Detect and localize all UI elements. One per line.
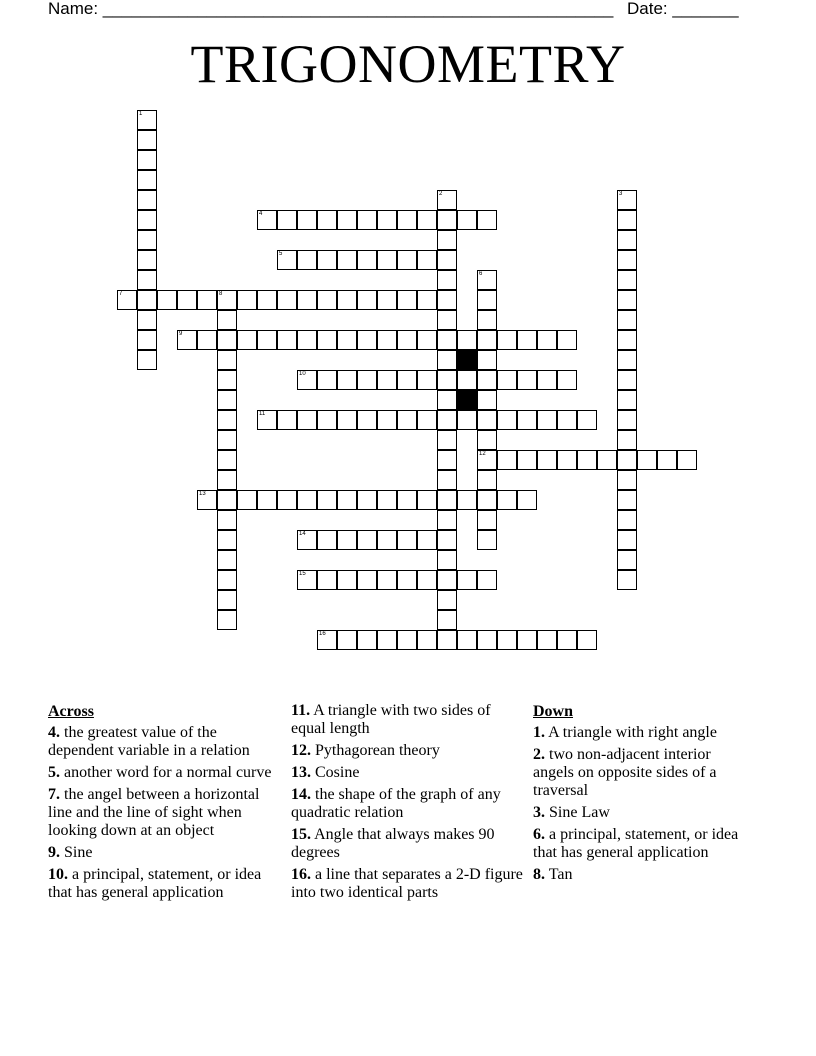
grid-cell[interactable] (437, 370, 457, 390)
grid-cell[interactable] (357, 370, 377, 390)
grid-cell[interactable] (277, 250, 297, 270)
grid-cell[interactable] (377, 410, 397, 430)
clue-text: A triangle with two sides of equal length (291, 702, 491, 737)
clue-number: 15. (291, 826, 311, 843)
grid-cell[interactable] (297, 530, 317, 550)
clue-number: 1. (533, 724, 545, 741)
grid-cell[interactable] (317, 370, 337, 390)
grid-cell[interactable] (137, 130, 157, 150)
clue-across-16 (291, 866, 527, 902)
grid-cell[interactable] (337, 330, 357, 350)
grid-cell[interactable] (617, 350, 637, 370)
grid-cell[interactable] (477, 530, 497, 550)
clue-number: 11. (291, 702, 311, 719)
grid-cell[interactable] (537, 630, 557, 650)
grid-cell[interactable] (477, 310, 497, 330)
grid-cell[interactable] (557, 630, 577, 650)
grid-cell[interactable] (137, 310, 157, 330)
grid-cell[interactable] (437, 350, 457, 370)
grid-cell[interactable] (317, 490, 337, 510)
clue-across-13 (291, 764, 527, 782)
grid-cell[interactable] (377, 210, 397, 230)
grid-cell[interactable] (217, 530, 237, 550)
grid-cell[interactable] (537, 410, 557, 430)
grid-cell[interactable] (617, 190, 637, 210)
clue-number: 16. (291, 866, 311, 883)
clue-down-3 (533, 804, 753, 822)
grid-cell[interactable] (477, 630, 497, 650)
grid-cell[interactable] (297, 210, 317, 230)
grid-cell[interactable] (197, 290, 217, 310)
clue-number-label: 8 (219, 291, 223, 297)
grid-cell[interactable] (277, 410, 297, 430)
grid-cell[interactable] (277, 290, 297, 310)
clue-number-label: 12 (479, 451, 486, 457)
grid-cell[interactable] (557, 370, 577, 390)
grid-cell[interactable] (437, 450, 457, 470)
grid-cell[interactable] (477, 570, 497, 590)
grid-cell[interactable] (317, 290, 337, 310)
grid-cell[interactable] (437, 210, 457, 230)
grid-cell[interactable] (337, 250, 357, 270)
grid-cell[interactable] (137, 230, 157, 250)
grid-cell[interactable] (437, 390, 457, 410)
grid-cell[interactable] (437, 190, 457, 210)
clue-across-14 (291, 786, 527, 822)
grid-cell[interactable] (457, 330, 477, 350)
grid-cell[interactable] (217, 510, 237, 530)
clue-text: A triangle with right angle (548, 724, 717, 741)
clue-across-5 (48, 764, 284, 782)
grid-cell[interactable] (517, 330, 537, 350)
grid-cell[interactable] (337, 570, 357, 590)
grid-cell[interactable] (437, 630, 457, 650)
grid-cell[interactable] (337, 210, 357, 230)
grid-cell[interactable] (217, 470, 237, 490)
grid-cell[interactable] (617, 530, 637, 550)
grid-cell[interactable] (437, 490, 457, 510)
grid-cell[interactable] (337, 290, 357, 310)
grid-cell[interactable] (677, 450, 697, 470)
grid-cell[interactable] (217, 450, 237, 470)
grid-cell[interactable] (137, 290, 157, 310)
clue-number-label: 10 (299, 371, 306, 377)
grid-cell[interactable] (417, 210, 437, 230)
grid-cell[interactable] (137, 270, 157, 290)
grid-cell[interactable] (617, 370, 637, 390)
grid-cell[interactable] (277, 210, 297, 230)
grid-cell[interactable] (317, 630, 337, 650)
grid-cell[interactable] (457, 410, 477, 430)
grid-cell[interactable] (137, 190, 157, 210)
grid-cell[interactable] (497, 450, 517, 470)
grid-cell[interactable] (637, 450, 657, 470)
grid-cell[interactable] (317, 570, 337, 590)
grid-cell[interactable] (617, 390, 637, 410)
grid-cell[interactable] (357, 410, 377, 430)
grid-cell[interactable] (397, 630, 417, 650)
grid-cell[interactable] (137, 350, 157, 370)
grid-cell[interactable] (357, 210, 377, 230)
grid-cell[interactable] (617, 270, 637, 290)
clue-across-4 (48, 724, 284, 760)
grid-cell[interactable] (497, 330, 517, 350)
grid-cell[interactable] (237, 490, 257, 510)
clue-text: a principal, statement, or idea that has general application (533, 826, 739, 861)
grid-cell[interactable] (437, 550, 457, 570)
clue-down-6 (533, 826, 753, 862)
clue-number-label: 9 (179, 331, 183, 337)
grid-cell[interactable] (557, 410, 577, 430)
grid-cell[interactable] (437, 230, 457, 250)
grid-cell[interactable] (377, 530, 397, 550)
grid-cell[interactable] (297, 370, 317, 390)
grid-cell[interactable] (257, 210, 277, 230)
grid-cell[interactable] (557, 330, 577, 350)
clue-number-label: 5 (279, 251, 283, 257)
grid-cell[interactable] (297, 490, 317, 510)
page-title: TRIGONOMETRY (190, 34, 626, 94)
grid-cell[interactable] (137, 210, 157, 230)
clue-number-label: 1 (139, 111, 143, 117)
grid-cell[interactable] (297, 250, 317, 270)
grid-cell[interactable] (437, 530, 457, 550)
grid-cell[interactable] (357, 530, 377, 550)
clue-number: 4. (48, 724, 60, 741)
grid-cell[interactable] (617, 410, 637, 430)
grid-cell[interactable] (137, 170, 157, 190)
grid-cell[interactable] (377, 250, 397, 270)
grid-cell[interactable] (337, 410, 357, 430)
grid-cell[interactable] (477, 510, 497, 530)
grid-cell[interactable] (177, 330, 197, 350)
grid-cell[interactable] (437, 250, 457, 270)
grid-cell[interactable] (337, 530, 357, 550)
grid-cell[interactable] (437, 330, 457, 350)
grid-cell[interactable] (437, 610, 457, 630)
grid-cell[interactable] (417, 530, 437, 550)
grid-cell[interactable] (557, 450, 577, 470)
grid-cell[interactable] (157, 290, 177, 310)
grid-cell[interactable] (617, 230, 637, 250)
clue-number-label: 16 (319, 631, 326, 637)
grid-cell[interactable] (397, 530, 417, 550)
grid-cell[interactable] (617, 570, 637, 590)
grid-cell[interactable] (517, 410, 537, 430)
clue-across-12 (291, 742, 527, 760)
clue-number-label: 3 (619, 191, 623, 197)
grid-cell[interactable] (137, 150, 157, 170)
grid-cell[interactable] (297, 330, 317, 350)
grid-cell[interactable] (417, 290, 437, 310)
grid-cell[interactable] (217, 430, 237, 450)
grid-cell[interactable] (337, 490, 357, 510)
grid-cell[interactable] (617, 430, 637, 450)
grid-cell[interactable] (457, 570, 477, 590)
clue-text: Angle that always makes 90 degrees (291, 826, 495, 861)
grid-cell[interactable] (477, 490, 497, 510)
grid-cell[interactable] (357, 490, 377, 510)
grid-cell[interactable] (377, 570, 397, 590)
grid-cell[interactable] (437, 270, 457, 290)
clue-number: 10. (48, 866, 68, 883)
grid-cell[interactable] (437, 510, 457, 530)
clue-number: 9. (48, 844, 60, 861)
grid-cell[interactable] (417, 490, 437, 510)
clue-text: two non-adjacent interior angels on opposite sides of a traversal (533, 746, 717, 799)
blocked-cell (457, 350, 477, 370)
clue-across-7 (48, 786, 284, 840)
grid-cell[interactable] (457, 490, 477, 510)
grid-cell[interactable] (457, 630, 477, 650)
clue-number: 2. (533, 746, 545, 763)
clue-column-1 (48, 702, 284, 906)
clue-text: Sine (64, 844, 93, 861)
grid-cell[interactable] (617, 310, 637, 330)
grid-cell[interactable] (617, 210, 637, 230)
grid-cell[interactable] (217, 290, 237, 310)
grid-cell[interactable] (617, 250, 637, 270)
clue-across-11 (291, 702, 527, 738)
grid-cell[interactable] (437, 410, 457, 430)
across-heading: Across (48, 703, 94, 720)
clue-across-9 (48, 844, 284, 862)
grid-cell[interactable] (257, 490, 277, 510)
grid-cell[interactable] (497, 630, 517, 650)
clue-text: Cosine (315, 764, 360, 781)
grid-cell[interactable] (577, 630, 597, 650)
grid-cell[interactable] (397, 290, 417, 310)
clue-number-label: 2 (439, 191, 443, 197)
grid-cell[interactable] (617, 510, 637, 530)
grid-cell[interactable] (297, 570, 317, 590)
grid-cell[interactable] (617, 450, 637, 470)
grid-cell[interactable] (217, 310, 237, 330)
grid-cell[interactable] (457, 370, 477, 390)
clue-text: the shape of the graph of any quadratic relation (291, 786, 501, 821)
grid-cell[interactable] (437, 310, 457, 330)
grid-cell[interactable] (597, 450, 617, 470)
clue-number-label: 11 (259, 411, 266, 417)
grid-cell[interactable] (537, 450, 557, 470)
grid-cell[interactable] (477, 330, 497, 350)
clue-number: 13. (291, 764, 311, 781)
grid-cell[interactable] (117, 290, 137, 310)
clue-down-8 (533, 866, 753, 884)
grid-cell[interactable] (317, 410, 337, 430)
name-line: Name: ______________________________________________________ (48, 0, 614, 18)
grid-cell[interactable] (317, 210, 337, 230)
grid-cell[interactable] (517, 450, 537, 470)
clue-number: 7. (48, 786, 60, 803)
grid-cell[interactable] (517, 630, 537, 650)
grid-cell[interactable] (217, 330, 237, 350)
grid-cell[interactable] (377, 630, 397, 650)
clue-text: another word for a normal curve (64, 764, 272, 781)
grid-cell[interactable] (397, 210, 417, 230)
grid-cell[interactable] (257, 330, 277, 350)
grid-cell[interactable] (137, 110, 157, 130)
clue-text: a principal, statement, or idea that has general application (48, 866, 262, 901)
grid-cell[interactable] (237, 330, 257, 350)
grid-cell[interactable] (237, 290, 257, 310)
clue-down-2 (533, 746, 753, 800)
grid-cell[interactable] (617, 490, 637, 510)
grid-cell[interactable] (397, 570, 417, 590)
grid-cell[interactable] (517, 370, 537, 390)
clue-text: Pythagorean theory (315, 742, 440, 759)
clue-number: 3. (533, 804, 545, 821)
grid-cell[interactable] (217, 370, 237, 390)
grid-cell[interactable] (437, 590, 457, 610)
grid-cell[interactable] (377, 330, 397, 350)
grid-cell[interactable] (137, 250, 157, 270)
clue-across-10 (48, 866, 284, 902)
grid-cell[interactable] (397, 370, 417, 390)
grid-cell[interactable] (437, 470, 457, 490)
grid-cell[interactable] (257, 290, 277, 310)
grid-cell[interactable] (617, 290, 637, 310)
clue-text: the angel between a horizontal line and the line of sight when looking down at an object (48, 786, 260, 839)
grid-cell[interactable] (437, 430, 457, 450)
grid-cell[interactable] (417, 330, 437, 350)
clue-text: Tan (548, 866, 573, 883)
grid-cell[interactable] (357, 630, 377, 650)
clue-number-label: 13 (199, 491, 206, 497)
clue-number-label: 4 (259, 211, 263, 217)
grid-cell[interactable] (217, 590, 237, 610)
grid-cell[interactable] (217, 570, 237, 590)
grid-cell[interactable] (577, 450, 597, 470)
grid-cell[interactable] (477, 410, 497, 430)
grid-cell[interactable] (617, 330, 637, 350)
grid-cell[interactable] (397, 490, 417, 510)
grid-cell[interactable] (497, 490, 517, 510)
clue-across-15 (291, 826, 527, 862)
grid-cell[interactable] (477, 470, 497, 490)
grid-cell[interactable] (537, 370, 557, 390)
grid-cell[interactable] (417, 410, 437, 430)
grid-cell[interactable] (477, 270, 497, 290)
grid-cell[interactable] (497, 410, 517, 430)
clue-text: Sine Law (549, 804, 610, 821)
clue-number: 8. (533, 866, 545, 883)
grid-cell[interactable] (317, 530, 337, 550)
grid-cell[interactable] (217, 410, 237, 430)
grid-cell[interactable] (197, 330, 217, 350)
grid-cell[interactable] (357, 290, 377, 310)
grid-cell[interactable] (217, 390, 237, 410)
clue-number-label: 15 (299, 571, 306, 577)
grid-cell[interactable] (657, 450, 677, 470)
grid-cell[interactable] (357, 570, 377, 590)
grid-cell[interactable] (397, 250, 417, 270)
grid-cell[interactable] (377, 290, 397, 310)
clue-column-2 (291, 702, 527, 906)
grid-cell[interactable] (397, 410, 417, 430)
clue-number: 14. (291, 786, 311, 803)
grid-cell[interactable] (177, 290, 197, 310)
grid-cell[interactable] (617, 550, 637, 570)
grid-cell[interactable] (337, 630, 357, 650)
grid-cell[interactable] (277, 490, 297, 510)
grid-cell[interactable] (257, 410, 277, 430)
grid-cell[interactable] (457, 210, 477, 230)
down-heading: Down (533, 703, 574, 720)
grid-cell[interactable] (217, 350, 237, 370)
clue-column-3 (533, 702, 753, 888)
grid-cell[interactable] (397, 330, 417, 350)
grid-cell[interactable] (477, 210, 497, 230)
grid-cell[interactable] (297, 290, 317, 310)
grid-cell[interactable] (217, 550, 237, 570)
grid-cell[interactable] (217, 490, 237, 510)
grid-cell[interactable] (277, 330, 297, 350)
grid-cell[interactable] (517, 490, 537, 510)
clue-text: the greatest value of the dependent variable in a relation (48, 724, 250, 759)
clue-down-1 (533, 724, 753, 742)
blocked-cell (457, 390, 477, 410)
clue-text: a line that separates a 2-D figure into two identical parts (291, 866, 523, 901)
clue-number: 5. (48, 764, 60, 781)
clue-number-label: 14 (299, 531, 306, 537)
grid-cell[interactable] (357, 250, 377, 270)
grid-cell[interactable] (197, 490, 217, 510)
grid-cell[interactable] (577, 410, 597, 430)
grid-cell[interactable] (477, 450, 497, 470)
grid-cell[interactable] (437, 570, 457, 590)
grid-cell[interactable] (317, 330, 337, 350)
grid-cell[interactable] (377, 490, 397, 510)
grid-cell[interactable] (497, 370, 517, 390)
clue-number-label: 6 (479, 271, 483, 277)
grid-cell[interactable] (217, 610, 237, 630)
grid-cell[interactable] (297, 410, 317, 430)
clue-number: 6. (533, 826, 545, 843)
grid-cell[interactable] (477, 350, 497, 370)
grid-cell[interactable] (417, 630, 437, 650)
grid-cell[interactable] (317, 250, 337, 270)
clue-number-label: 7 (119, 291, 123, 297)
grid-cell[interactable] (477, 390, 497, 410)
grid-cell[interactable] (477, 370, 497, 390)
grid-cell[interactable] (417, 570, 437, 590)
grid-cell[interactable] (377, 370, 397, 390)
clue-number: 12. (291, 742, 311, 759)
grid-cell[interactable] (617, 470, 637, 490)
grid-cell[interactable] (477, 290, 497, 310)
grid-cell[interactable] (137, 330, 157, 350)
grid-cell[interactable] (477, 430, 497, 450)
date-line: Date: _______ (627, 0, 739, 18)
grid-cell[interactable] (417, 250, 437, 270)
grid-cell[interactable] (417, 370, 437, 390)
grid-cell[interactable] (437, 290, 457, 310)
grid-cell[interactable] (537, 330, 557, 350)
grid-cell[interactable] (357, 330, 377, 350)
grid-cell[interactable] (337, 370, 357, 390)
